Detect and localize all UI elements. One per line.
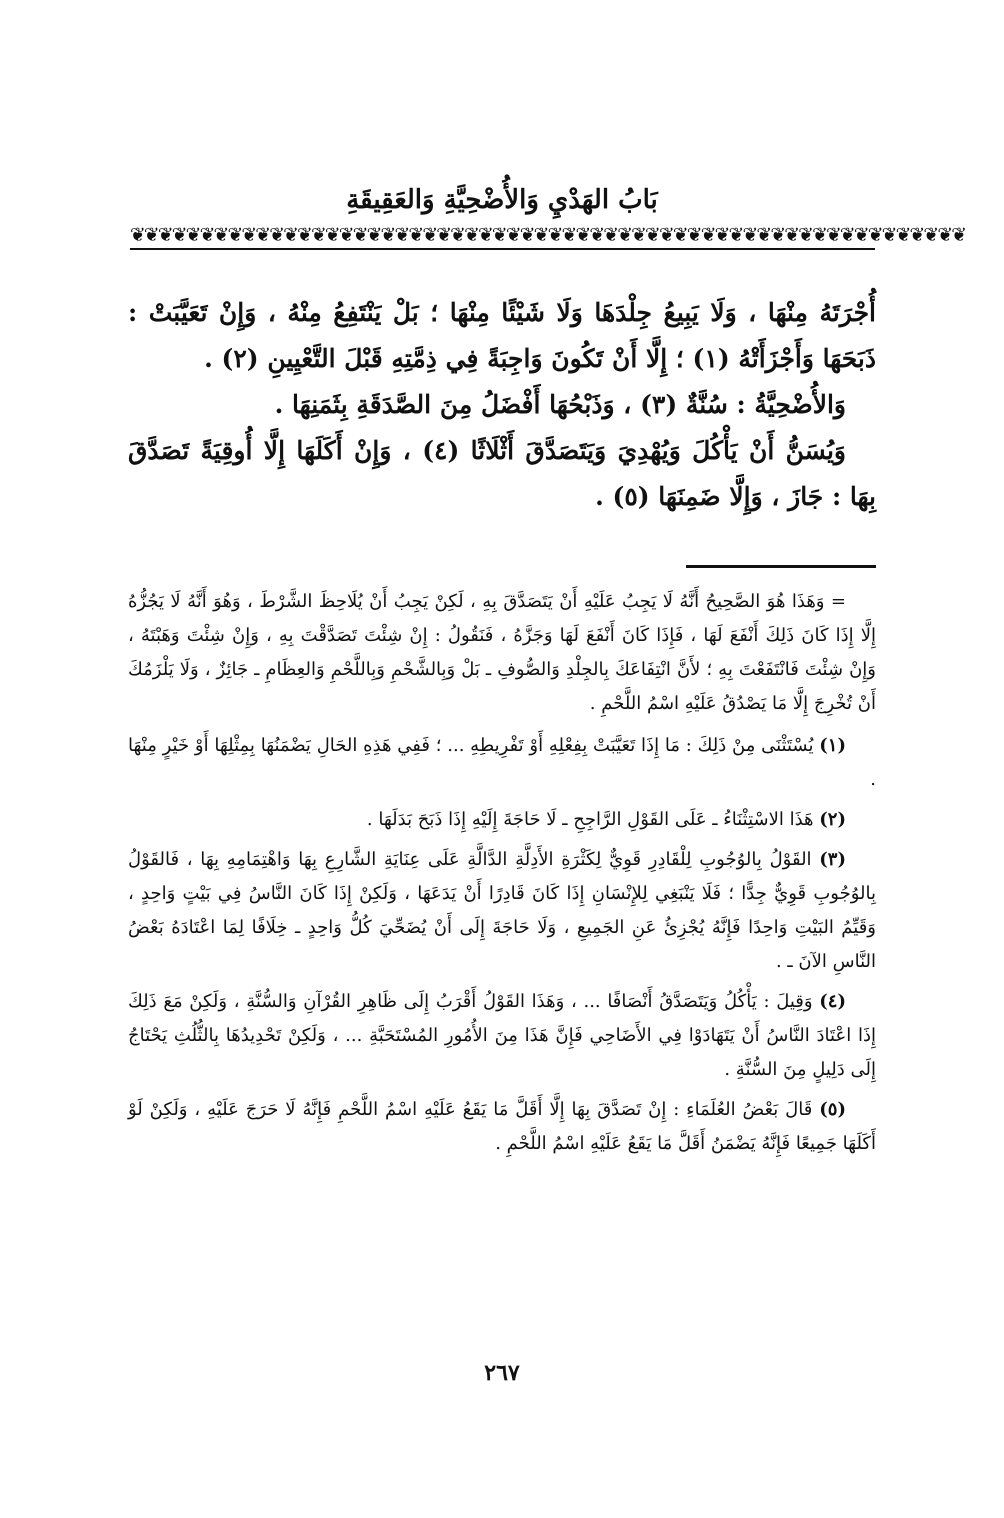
footnote-4 bbox=[128, 985, 876, 1087]
decorative-border: ❦❦❦❦❦❦❦❦❦❦❦❦❦❦❦❦❦❦❦❦❦❦❦❦❦❦❦❦❦❦❦❦❦❦❦❦❦❦❦❦❦❦❦❦❦❦❦❦❦❦❦❦❦❦❦❦❦❦❦❦ bbox=[130, 224, 966, 246]
footnote-number: (١) bbox=[819, 735, 846, 756]
chapter-title: بَابُ الهَدْيِ وَالأُضْحِيَّةِ وَالعَقِيقَةِ bbox=[346, 185, 658, 215]
footnote-number: (٣) bbox=[819, 849, 846, 870]
footnote-continuation: = وَهَذَا هُوَ الصَّحِيحُ أَنَّهُ لَا يَجِبُ عَلَيْهِ أَنْ يَتَصَدَّقَ بِهِ ، لَكِنْ يَجِبُ أَنْ يُلَاحِظَ الشَّرْطَ ، وَهُوَ أَنَّهُ لَا يَجُزُّهُ إِلَّا إِذَا كَانَ ذَلِكَ أَنْفَعَ لَهَا ، فَإِذَا كَانَ أَنْفَعَ لَهَا وَجَزَّهُ ، فَنَقُولُ : إِنْ شِئْتَ تَصَدَّقْتَ بِهِ ، وَإِنْ شِئْتَ وَهَبْتَهُ ، وَإِنْ شِئْتَ فَانْتَفَعْتَ بِهِ ؛ لأَنَّ انْتِفَاعَكَ بِالجِلْدِ وَالصُّوفِ ـ بَلْ وَبِالشَّحْمِ وَبِاللَّحْمِ وَالعِظَامِ ـ جَائِزٌ ، وَلَا يَلْزَمُكَ أَنْ تُخْرِجَ إِلَّا مَا يَصْدُقُ عَلَيْهِ اسْمُ اللَّحْمِ . bbox=[128, 591, 876, 714]
footnote-text: القَوْلُ بِالوُجُوبِ لِلْقَادِرِ قَوِيٌّ لِكَثْرَةِ الأَدِلَّةِ الدَّالَّةِ عَلَى عِنَايَةِ الشَّارِعِ بِهَا وَاهْتِمَامِهِ بِهَا ، فَالقَوْلُ بِالوُجُوبِ قَوِيٌّ جِدًّا ؛ فَلَا يَنْبَغِي لِلإِنْسَانِ إِذَا كَانَ قَادِرًا أَنْ يَدَعَهَا ، وَلَكِنْ إِذَا كَانَ النَّاسُ فِي بَيْتٍ وَاحِدٍ ، وَقَيِّمُ البَيْتِ وَاحِدًا فَإِنَّهُ يُجْزِئُ عَنِ الجَمِيعِ ، وَلَا حَاجَةَ إِلَى أَنْ يُضَحِّيَ كُلُّ وَاحِدٍ ـ خِلَافًا لِمَا اعْتَادَهُ بَعْضُ النَّاسِ الآنَ ـ . bbox=[128, 849, 876, 972]
footnote-number: (٤) bbox=[819, 991, 846, 1012]
page-number: ٢٦٧ bbox=[484, 1360, 520, 1386]
footnote-text: وَقِيلَ : يَأْكُلُ وَيَتَصَدَّقُ أَنْصَافًا ... ، وَهَذَا القَوْلُ أَقْرَبُ إِلَى ظَاهِرِ القُرْآنِ وَالسُّنَّةِ ، وَلَكِنْ مَعَ ذَلِكَ إِذَا اعْتَادَ النَّاسُ أَنْ يَتَهَادَوْا فِي الأَضَاحِي فَإِنَّ هَذَا مِنَ الأُمُورِ المُسْتَحَبَّةِ ... ، وَلَكِنْ تَحْدِيدُهَا بِالثُّلُثِ يَحْتَاجُ إِلَى دَلِيلٍ مِنَ السُّنَّةِ . bbox=[128, 991, 876, 1080]
footnote-separator bbox=[686, 565, 876, 568]
main-paragraph-3: وَيُسَنُّ أَنْ يَأْكُلَ وَيُهْدِيَ وَيَتَصَدَّقَ أَثْلَاثًا (٤) ، وَإِنْ أَكَلَهَا إِلَّا أُوقِيَةً تَصَدَّقَ بِهَا : جَازَ ، وَإِلَّا ضَمِنَهَا (٥) . bbox=[128, 436, 876, 511]
footnote-5 bbox=[128, 1093, 876, 1161]
footnote-number: (٢) bbox=[819, 809, 846, 830]
footnote-number: (٥) bbox=[819, 1099, 846, 1120]
footnotes bbox=[128, 585, 876, 1167]
footnote-1 bbox=[128, 729, 876, 797]
footnote-3 bbox=[128, 843, 876, 979]
main-paragraph-2: وَالأُضْحِيَّةُ : سُنَّةٌ (٣) ، وَذَبْحُهَا أَفْضَلُ مِنَ الصَّدَقَةِ بِثَمَنِهَا . bbox=[274, 390, 846, 419]
footnote-text: يُسْتَثْنَى مِنْ ذَلِكَ : مَا إِذَا تَعَيَّبَتْ بِفِعْلِهِ أَوْ تَفْرِيطِهِ ... ؛ فَفِي هَذِهِ الحَالِ يَضْمَنُهَا بِمِثْلِهَا أَوْ خَيْرٍ مِنْهَا . bbox=[128, 735, 876, 790]
main-text bbox=[128, 290, 876, 520]
header-divider bbox=[130, 248, 875, 250]
footnote-text: قَالَ بَعْضُ العُلَمَاءِ : إِنْ تَصَدَّقَ بِهَا إِلَّا أَقَلَّ مَا يَقَعُ عَلَيْهِ اسْمُ اللَّحْمِ فَإِنَّهُ لَا حَرَجَ عَلَيْهِ ، وَلَكِنْ لَوْ أَكَلَهَا جَمِيعًا فَإِنَّهُ يَضْمَنُ أَقَلَّ مَا يَقَعُ عَلَيْهِ اسْمُ اللَّحْمِ . bbox=[128, 1099, 876, 1154]
footnote-2 bbox=[128, 803, 876, 837]
main-paragraph-1: أُجْرَتَهُ مِنْهَا ، وَلَا يَبِيعُ جِلْدَهَا وَلَا شَيْئًا مِنْهَا ؛ بَلْ يَنْتَفِعُ مِنْهُ ، وَإِنْ تَعَيَّبَتْ : ذَبَحَهَا وَأَجْزَأَتْهُ (١) ؛ إِلَّا أَنْ تَكُونَ وَاجِبَةً فِي ذِمَّتِهِ قَبْلَ التَّعْيِينِ (٢) . bbox=[128, 298, 876, 373]
footnote-text: هَذَا الاسْتِثْنَاءُ ـ عَلَى القَوْلِ الرَّاجِحِ ـ لَا حَاجَةَ إِلَيْهِ إِذَا ذَبَحَ بَدَلَهَا . bbox=[366, 809, 814, 830]
